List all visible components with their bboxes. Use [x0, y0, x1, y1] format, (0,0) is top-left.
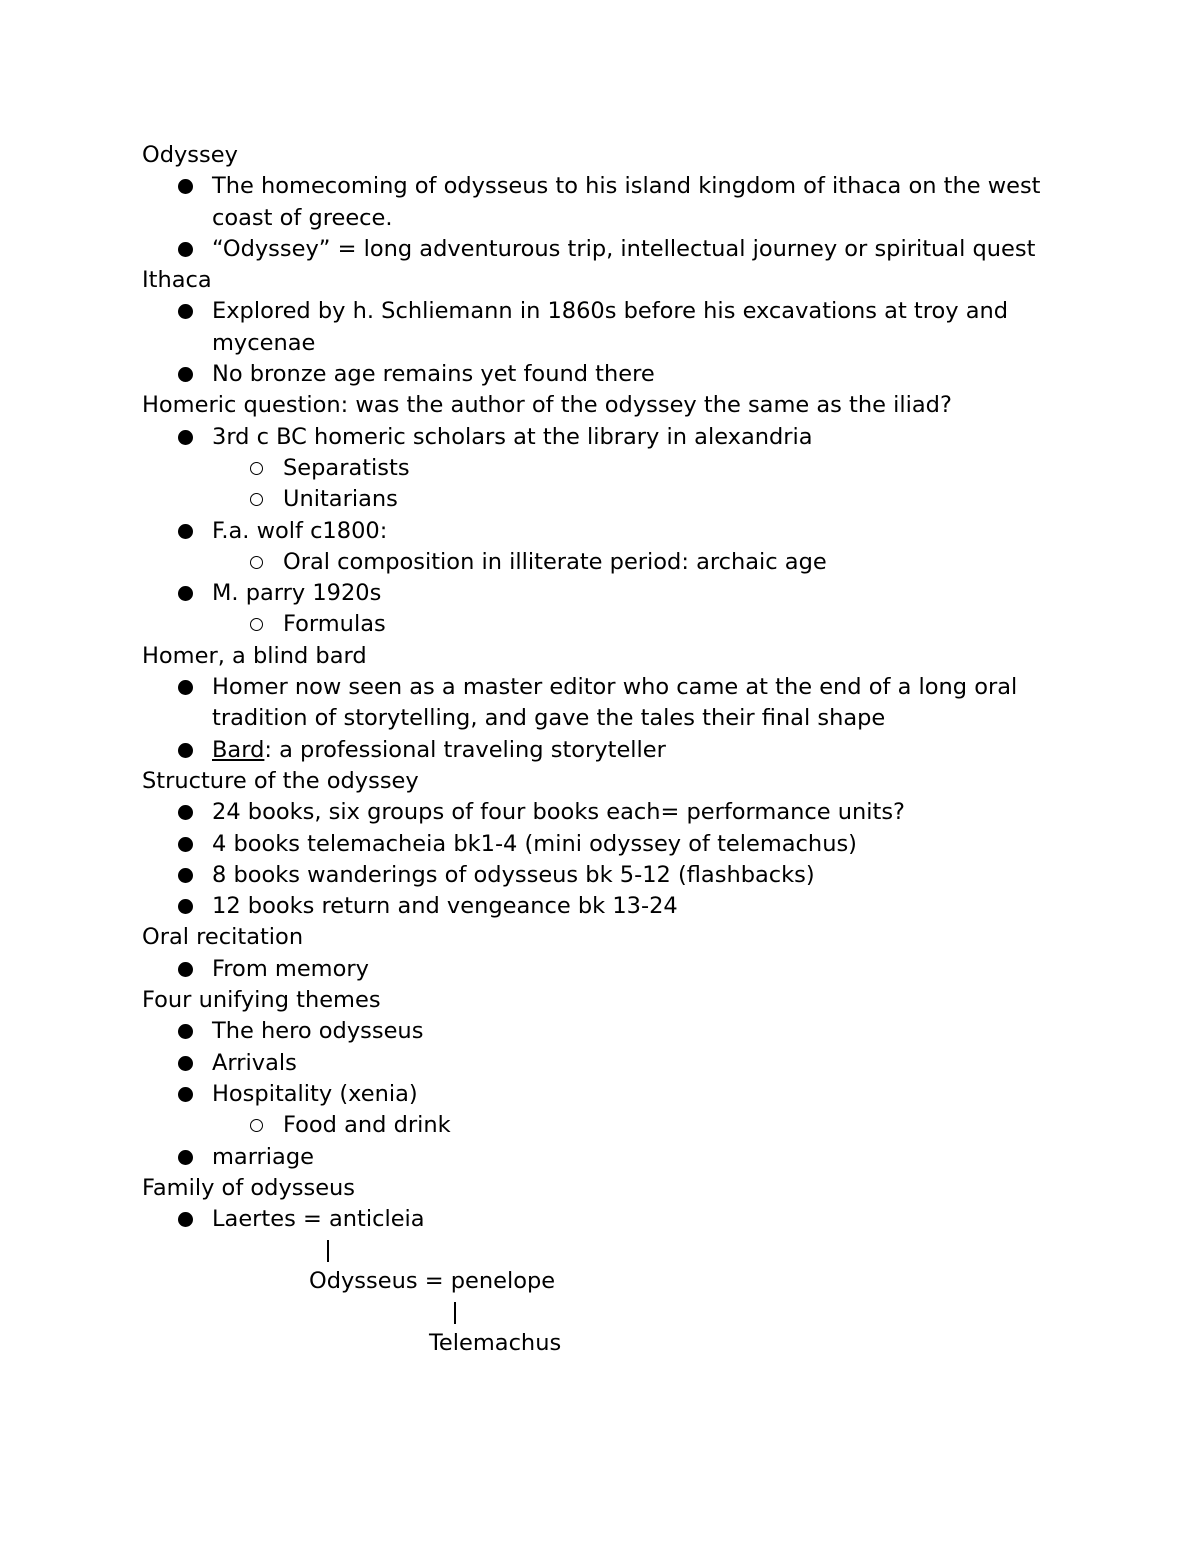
list-item [142, 359, 1072, 390]
list-item [142, 1048, 1072, 1079]
sub-list-item-text: Formulas [283, 611, 386, 638]
section-heading-structure: Structure of the odyssey [142, 767, 419, 794]
section-heading-homeric-question: Homeric question: was the author of the odyssey the same as the iliad? [142, 392, 952, 419]
bullet-icon [178, 430, 193, 445]
list-item [142, 891, 1072, 922]
bullet-icon [178, 179, 193, 194]
hollow-bullet-icon [250, 1119, 263, 1132]
section-heading-family: Family of odysseus [142, 1174, 356, 1201]
list-item-text: 8 books wanderings of odysseus bk 5-12 (flashbacks) [212, 861, 815, 888]
bullet-icon [178, 1212, 193, 1227]
list-item [142, 829, 1072, 860]
list-item [142, 860, 1072, 891]
sub-list-item-text: Oral composition in illiterate period: archaic age [283, 548, 827, 575]
section-heading-oral-recitation: Oral recitation [142, 924, 304, 951]
bullet-icon [178, 868, 193, 883]
list-item [142, 1079, 1072, 1110]
bard-definition: : a professional traveling storyteller [264, 736, 666, 763]
bullet-icon [178, 899, 193, 914]
list-item-text: marriage [212, 1143, 314, 1170]
hollow-bullet-icon [250, 618, 263, 631]
list-item [142, 954, 1072, 985]
list-item-text: 12 books return and vengeance bk 13-24 [212, 893, 678, 920]
bullet-icon [178, 837, 193, 852]
bullet-icon [178, 304, 193, 319]
list-item [142, 234, 1072, 265]
list-item [142, 296, 1072, 359]
bullet-icon [178, 1024, 193, 1039]
list-item-text: The hero odysseus [212, 1018, 424, 1045]
list-item [142, 516, 1072, 547]
bullet-icon [178, 1150, 193, 1165]
bullet-icon [178, 680, 193, 695]
hollow-bullet-icon [250, 493, 263, 506]
list-item-text: M. parry 1920s [212, 580, 382, 607]
list-item-text: The homecoming of odysseus to his island kingdom of ithaca on the west coast of greece. [212, 173, 1041, 231]
list-item [142, 171, 1072, 234]
list-item-text: Laertes = anticleia [212, 1206, 425, 1233]
list-item [142, 1142, 1072, 1173]
bard-term: Bard [212, 736, 265, 763]
bullet-icon [178, 1087, 193, 1102]
list-item [142, 578, 1072, 609]
list-item-text: 4 books telemacheia bk1-4 (mini odyssey of telemachus) [212, 830, 857, 857]
bullet-icon [178, 805, 193, 820]
tree-node-telemachus: Telemachus [429, 1330, 562, 1357]
section-heading-homer: Homer, a blind bard [142, 642, 367, 669]
sub-list-item [142, 484, 1072, 515]
sub-list-item-text: Food and drink [283, 1112, 451, 1139]
section-heading-themes: Four unifying themes [142, 987, 381, 1014]
list-item-text: “Odyssey” = long adventurous trip, intellectual journey or spiritual quest [212, 235, 1036, 262]
bullet-icon [178, 242, 193, 257]
list-item-text: 24 books, six groups of four books each= performance units? [212, 799, 905, 826]
sub-list-item [142, 547, 1072, 578]
tree-connector-line [327, 1240, 329, 1262]
list-item-text: From memory [212, 955, 369, 982]
sub-list-item [142, 1110, 1072, 1141]
bullet-icon [178, 743, 193, 758]
list-item-text: 3rd c BC homeric scholars at the library in alexandria [212, 423, 813, 450]
list-item [142, 672, 1072, 735]
sub-list-item [142, 453, 1072, 484]
list-item [142, 1204, 1072, 1235]
list-item-text: Homer now seen as a master editor who came at the end of a long oral tradition of storytelling, and gave the tales their final shape [212, 674, 1018, 732]
list-item [142, 422, 1072, 453]
sub-list-item [142, 609, 1072, 640]
list-item [142, 735, 1072, 766]
bullet-icon [178, 367, 193, 382]
bullet-icon [178, 524, 193, 539]
bullet-icon [178, 586, 193, 601]
list-item-text: Explored by h. Schliemann in 1860s before his excavations at troy and mycenae [212, 298, 1009, 356]
list-item-text: F.a. wolf c1800: [212, 517, 388, 544]
document-body [142, 140, 1072, 1375]
tree-connector-line [454, 1302, 456, 1324]
list-item [142, 1016, 1072, 1047]
section-heading-ithaca: Ithaca [142, 267, 212, 294]
section-heading-odyssey: Odyssey [142, 142, 238, 168]
sub-list-item-text: Separatists [283, 454, 410, 481]
list-item-text: Arrivals [212, 1049, 297, 1076]
bullet-icon [178, 962, 193, 977]
tree-node-odysseus-penelope: Odysseus = penelope [309, 1268, 556, 1295]
bullet-icon [178, 1056, 193, 1071]
hollow-bullet-icon [250, 462, 263, 475]
sub-list-item-text: Unitarians [283, 486, 398, 513]
list-item-text: Hospitality (xenia) [212, 1080, 418, 1107]
list-item-text: No bronze age remains yet found there [212, 361, 655, 388]
hollow-bullet-icon [250, 556, 263, 569]
list-item [142, 797, 1072, 828]
family-tree [142, 1235, 1072, 1375]
